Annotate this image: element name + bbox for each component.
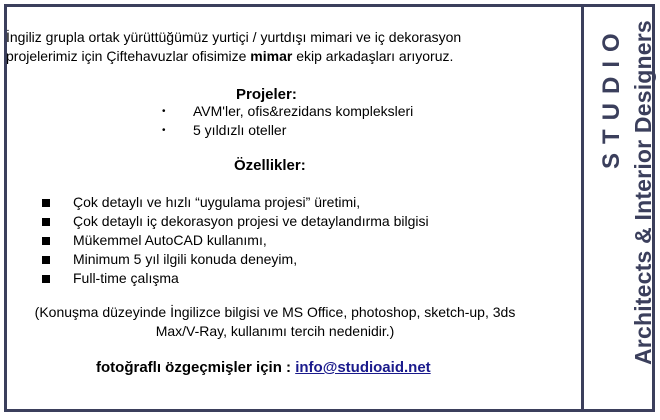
feature-item-text: Full-time çalışma [73, 270, 179, 286]
brand-sidebar [581, 7, 656, 409]
intro-line-2-bold: mimar [250, 48, 293, 64]
bullet-square-icon [42, 256, 50, 264]
feature-item-text: Çok detaylı iç dekorasyon projesi ve detaylandırma bilgisi [73, 213, 429, 229]
note-line-1: (Konuşma düzeyinde İngilizce bilgisi ve MS Office, photoshop, sketch-up, 3ds [34, 304, 516, 320]
project-item-text: AVM'ler, ofis&rezidans kompleksleri [193, 103, 414, 119]
feature-item-text: Çok detaylı ve hızlı “uygulama projesi” üretimi, [73, 194, 361, 210]
bullet-square-icon [42, 237, 50, 245]
contact-line [96, 359, 431, 376]
contact-label: fotoğraflı özgeçmişler için : [96, 359, 296, 376]
note-line-2: Max/V-Ray, kullanımı tercih nedenidir.) [155, 323, 395, 339]
brand-tagline-text: Architects & Interior Designers [630, 20, 656, 365]
intro-line-2 [6, 47, 546, 66]
intro-line-2-post: ekip arkadaşları arıyoruz. [292, 48, 454, 64]
projects-heading: Projeler: [236, 86, 297, 103]
bullet-square-icon [42, 275, 50, 283]
bullet-dot-icon: • [162, 106, 166, 117]
intro-paragraph [6, 28, 546, 66]
contact-email-link[interactable]: info@studioaid.net [295, 359, 431, 376]
features-heading: Özellikler: [234, 157, 306, 174]
bullet-dot-icon: • [162, 125, 166, 136]
brand-studio-text: STUDIO [598, 24, 625, 169]
bullet-square-icon [42, 199, 50, 207]
project-item-text: 5 yıldızlı oteller [193, 122, 287, 138]
intro-line-2-pre: projelerimiz için Çiftehavuzlar ofisimize [6, 48, 251, 64]
feature-item-text: Mükemmel AutoCAD kullanımı, [73, 232, 267, 248]
preference-note [10, 303, 540, 341]
feature-item-text: Minimum 5 yıl ilgili konuda deneyim, [73, 251, 298, 267]
bullet-square-icon [42, 218, 50, 226]
intro-line-1: İngiliz grupla ortak yürüttüğümüz yurtiçi / yurtdışı mimari ve iç dekorasyon [6, 29, 462, 45]
